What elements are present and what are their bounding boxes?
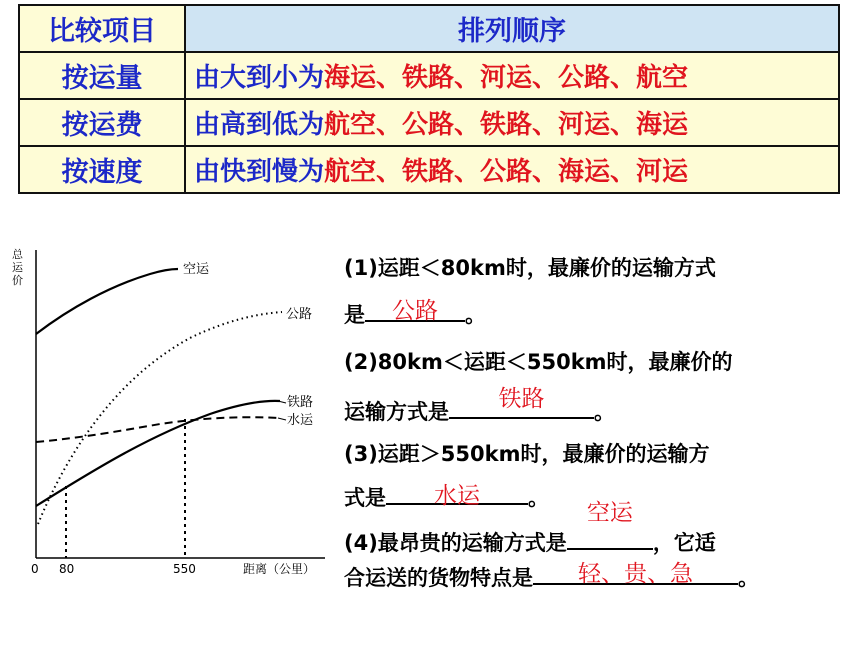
row-item: 按运费 xyxy=(19,99,185,146)
answer-blank-3[interactable] xyxy=(386,479,528,509)
answer-blank-4[interactable] xyxy=(567,500,653,550)
y-axis-label-1: 总 xyxy=(12,248,23,261)
question-1-line2: 是 公路 。 xyxy=(344,296,486,329)
question-3-line2: 式是 水运 。 xyxy=(344,479,549,512)
transport-cost-graph xyxy=(0,236,340,581)
row-order: 航空、公路、铁路、河运、海运 xyxy=(324,110,689,140)
row-order-cell xyxy=(185,52,839,99)
table-header-row xyxy=(19,5,839,52)
question-2-line2: 运输方式是 铁路 。 xyxy=(344,393,615,426)
answer-3: 水运 xyxy=(434,483,480,509)
table-row xyxy=(19,52,839,99)
row-item: 按运量 xyxy=(19,52,185,99)
answer-blank-1[interactable] xyxy=(365,296,465,322)
header-order: 排列顺序 xyxy=(185,5,839,52)
row-item: 按速度 xyxy=(19,146,185,193)
water-curve xyxy=(36,417,280,442)
tick-550: 550 xyxy=(173,562,196,576)
answer-2: 铁路 xyxy=(498,386,545,412)
row-prefix: 由大到小为 xyxy=(194,63,325,93)
answer-4: 空运 xyxy=(586,500,633,526)
question-4-line2: 合运送的货物特点是 轻、贵、急 。 xyxy=(344,559,759,592)
header-item: 比较项目 xyxy=(19,5,185,52)
table-row xyxy=(19,99,839,146)
question-3-line1: (3)运距＞550km时，最廉价的运输方 xyxy=(344,442,710,466)
row-prefix: 由快到慢为 xyxy=(194,157,325,187)
y-axis-label-2: 运 xyxy=(12,261,23,274)
air-label: 空运 xyxy=(183,262,210,277)
answer-5: 轻、贵、急 xyxy=(578,561,693,587)
air-curve xyxy=(36,269,178,334)
tick-0: 0 xyxy=(31,562,39,576)
water-label: 水运 xyxy=(287,413,314,428)
row-order-cell xyxy=(185,146,839,193)
question-4-line1: (4)最昂贵的运输方式是 空运 ，它适 xyxy=(344,524,716,557)
road-label: 公路 xyxy=(286,307,313,322)
x-axis-label: 距离（公里） xyxy=(243,562,316,576)
question-2-line1: (2)80km＜运距＜550km时，最廉价的 xyxy=(344,350,733,374)
answer-1: 公路 xyxy=(392,298,438,324)
row-order-cell xyxy=(185,99,839,146)
tick-80: 80 xyxy=(59,562,75,576)
question-1-line1: (1)运距＜80km时，最廉价的运输方式 xyxy=(344,256,716,280)
row-order: 航空、铁路、公路、海运、河运 xyxy=(324,157,689,187)
table-row xyxy=(19,146,839,193)
row-prefix: 由高到低为 xyxy=(194,110,325,140)
row-order: 海运、铁路、河运、公路、航空 xyxy=(324,63,689,93)
y-axis-label-3: 价 xyxy=(12,274,23,287)
comparison-table xyxy=(18,4,840,194)
rail-label: 铁路 xyxy=(287,395,314,410)
answer-blank-5[interactable] xyxy=(533,559,738,585)
answer-blank-2[interactable] xyxy=(449,386,594,419)
